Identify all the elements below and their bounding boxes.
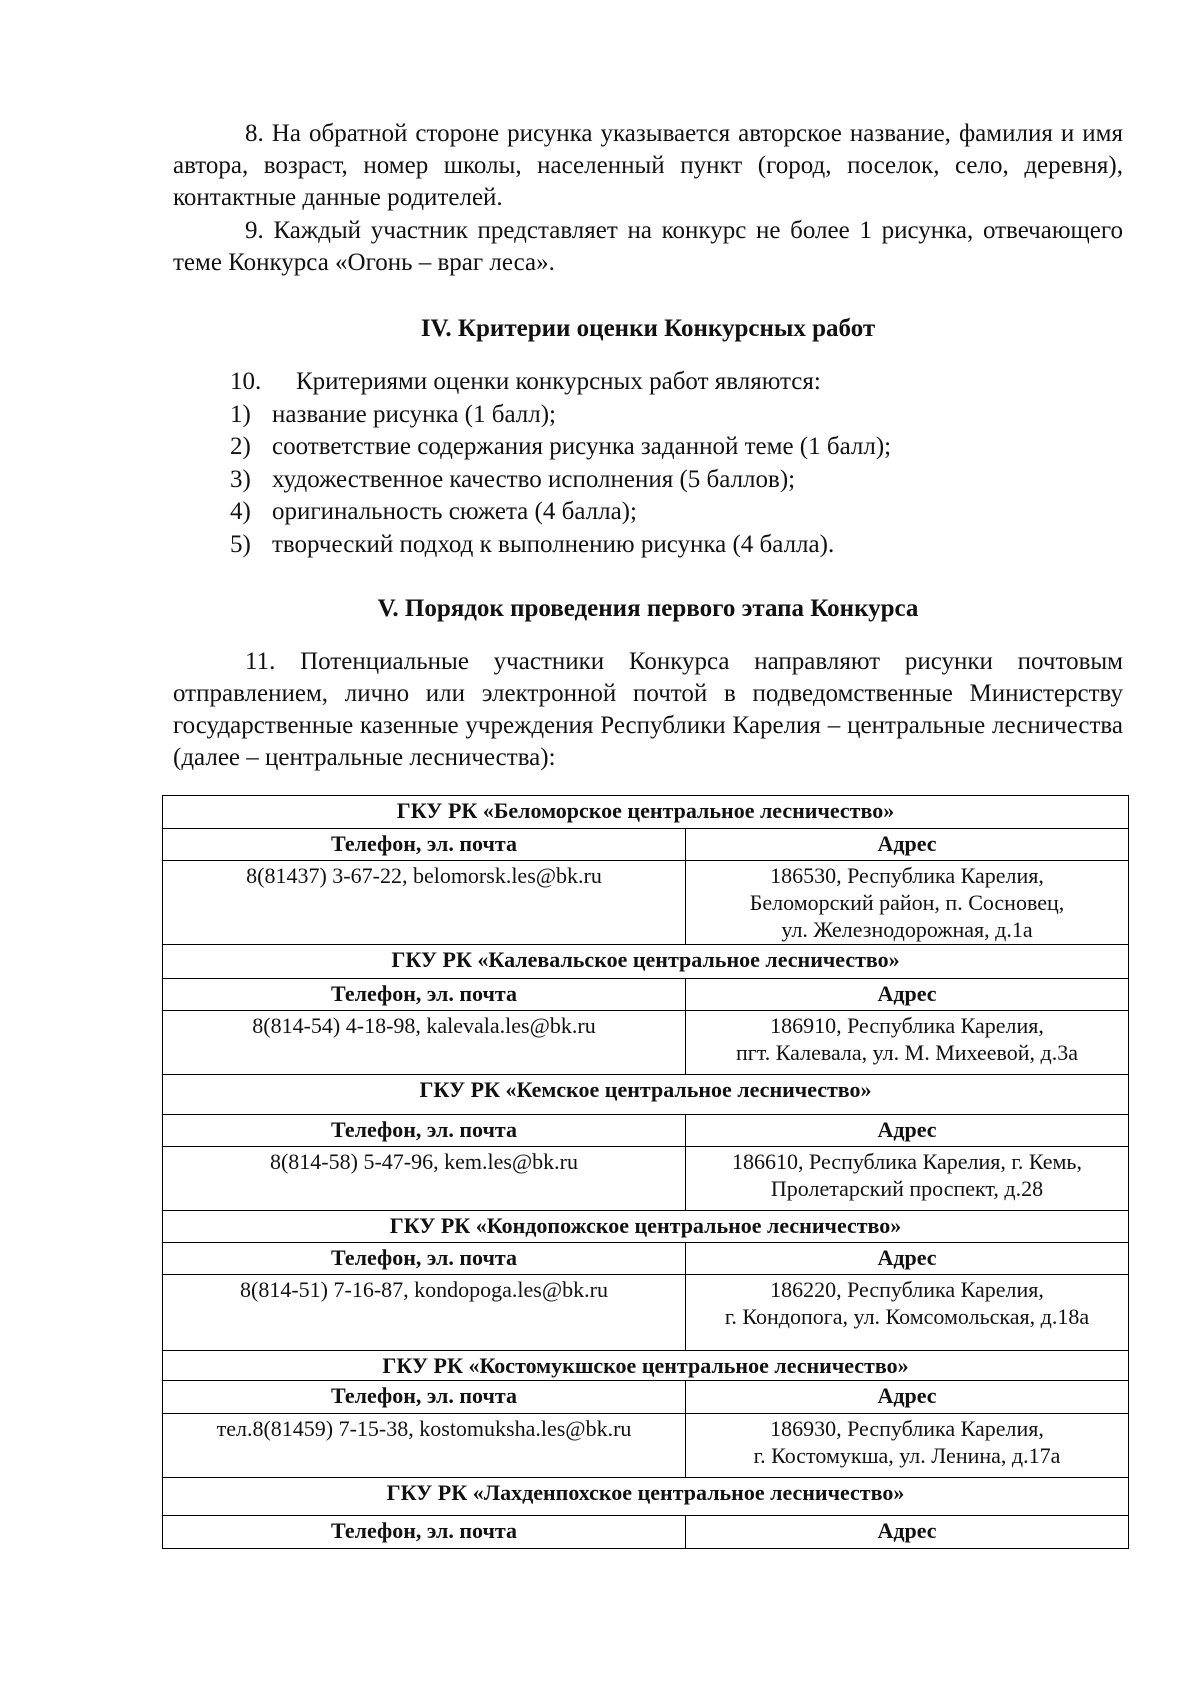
table-row <box>163 1147 1129 1211</box>
forestry-name: ГКУ РК «Калевальское центральное лесничество» <box>163 945 1129 979</box>
contacts-cell: 8(814-51) 7-16-87, kondopoga.les@bk.ru <box>163 1275 686 1351</box>
table-row <box>163 1275 1129 1351</box>
list-item-number: 2) <box>230 433 251 460</box>
list-item-text: название рисунка (1 балл); <box>272 400 556 428</box>
address-header: Адрес <box>686 829 1129 861</box>
address-cell <box>686 1147 1129 1211</box>
table-row <box>163 1351 1129 1381</box>
address-line: Пролетарский проспект, д.28 <box>770 1176 1044 1201</box>
paragraph-11: 11. Потенциальные участники Конкурса направляют рисунки почтовым отправлением, лично или электронной почтой в подведомственные Министерству государственные казенные учреждения Республики Карелия – центральные лесничества (далее – центральные лесничества): <box>173 648 1123 771</box>
list-item-number: 3) <box>230 465 251 493</box>
contacts-header: Телефон, эл. почта <box>163 1243 686 1275</box>
contacts-header: Телефон, эл. почта <box>163 1516 686 1549</box>
address-header: Адрес <box>686 1243 1129 1275</box>
contacts-cell: 8(814-58) 5-47-96, kem.les@bk.ru <box>163 1147 686 1211</box>
list-item <box>230 399 1130 432</box>
address-cell <box>686 1275 1129 1351</box>
forestry-contacts-table <box>162 795 1129 1549</box>
criteria-intro-text: Критериями оценки конкурсных работ являются: <box>296 368 821 395</box>
address-cell <box>686 861 1129 945</box>
list-item <box>230 529 1130 562</box>
forestry-name: ГКУ РК «Кемское центральное лесничество» <box>163 1075 1129 1115</box>
list-item-text: оригинальность сюжета (4 балла); <box>272 498 637 525</box>
address-line: 186610, Республика Карелия, г. Кемь, <box>732 1149 1082 1174</box>
address-line: 186530, Республика Карелия, <box>770 863 1044 888</box>
table-row <box>163 1115 1129 1147</box>
list-item-text: художественное качество исполнения (5 баллов); <box>272 465 796 493</box>
list-item-number: 1) <box>230 400 251 428</box>
address-header: Адрес <box>686 1381 1129 1414</box>
address-line: пгт. Калевала, ул. М. Михеевой, д.3а <box>736 1040 1078 1065</box>
criteria-list <box>230 366 1130 561</box>
address-line: 186220, Республика Карелия, <box>770 1277 1044 1302</box>
table-row <box>163 1243 1129 1275</box>
address-cell <box>686 1011 1129 1075</box>
address-cell <box>686 1414 1129 1478</box>
table-row <box>163 979 1129 1011</box>
list-item <box>230 464 1130 497</box>
criteria-intro-number: 10. <box>230 368 262 395</box>
table-row <box>163 861 1129 945</box>
paragraph-9: 9. Каждый участник представляет на конкурс не более 1 рисунка, отвечающего теме Конкурса «Огонь – враг леса». <box>173 217 1123 276</box>
contacts-header: Телефон, эл. почта <box>163 829 686 861</box>
list-item-number: 4) <box>230 498 251 525</box>
forestry-name: ГКУ РК «Лахденпохское центральное лесничество» <box>163 1478 1129 1516</box>
contacts-cell: 8(81437) 3-67-22, belomorsk.les@bk.ru <box>163 861 686 945</box>
forestry-name: ГКУ РК «Беломорское центральное лесничество» <box>163 796 1129 829</box>
list-item <box>230 496 1130 529</box>
table-row <box>163 1075 1129 1115</box>
list-item-text: творческий подход к выполнению рисунка (4 балла). <box>272 530 835 558</box>
table-row <box>163 829 1129 861</box>
contacts-header: Телефон, эл. почта <box>163 979 686 1011</box>
address-line: 186910, Республика Карелия, <box>770 1013 1044 1038</box>
table-row <box>163 1011 1129 1075</box>
table-row <box>163 1211 1129 1243</box>
forestry-name: ГКУ РК «Костомукшское центральное лесничество» <box>163 1351 1129 1381</box>
contacts-cell: 8(814-54) 4-18-98, kalevala.les@bk.ru <box>163 1011 686 1075</box>
address-header: Адрес <box>686 1516 1129 1549</box>
address-line: Беломорский район, п. Сосновец, <box>749 890 1065 915</box>
table-row <box>163 1516 1129 1549</box>
address-line: г. Костомукша, ул. Ленина, д.17а <box>753 1443 1061 1468</box>
section-5-heading: V. Порядок проведения первого этапа Конкурса <box>377 595 919 622</box>
contacts-cell: тел.8(81459) 7-15-38, kostomuksha.les@bk.ru <box>163 1414 686 1478</box>
address-line: 186930, Республика Карелия, <box>770 1416 1044 1441</box>
address-header: Адрес <box>686 979 1129 1011</box>
list-item-text: соответствие содержания рисунка заданной теме (1 балл); <box>272 433 892 460</box>
list-item <box>230 431 1130 464</box>
table-row <box>163 1414 1129 1478</box>
table-row <box>163 1381 1129 1414</box>
criteria-intro <box>230 366 1130 399</box>
table-row <box>163 796 1129 829</box>
list-item-number: 5) <box>230 530 251 558</box>
forestry-name: ГКУ РК «Кондопожское центральное лесничество» <box>163 1211 1129 1243</box>
table-row <box>163 1478 1129 1516</box>
paragraph-8: 8. На обратной стороне рисунка указывается авторское название, фамилия и имя автора, возраст, номер школы, населенный пункт (город, поселок, село, деревня), контактные данные родителей. <box>173 120 1123 211</box>
contacts-header: Телефон, эл. почта <box>163 1115 686 1147</box>
address-line: ул. Железнодорожная, д.1а <box>781 917 1033 942</box>
contacts-header: Телефон, эл. почта <box>163 1381 686 1414</box>
table-row <box>163 945 1129 979</box>
address-line: г. Кондопога, ул. Комсомольская, д.18а <box>724 1304 1090 1329</box>
section-4-heading: IV. Критерии оценки Конкурсных работ <box>420 315 876 342</box>
address-header: Адрес <box>686 1115 1129 1147</box>
